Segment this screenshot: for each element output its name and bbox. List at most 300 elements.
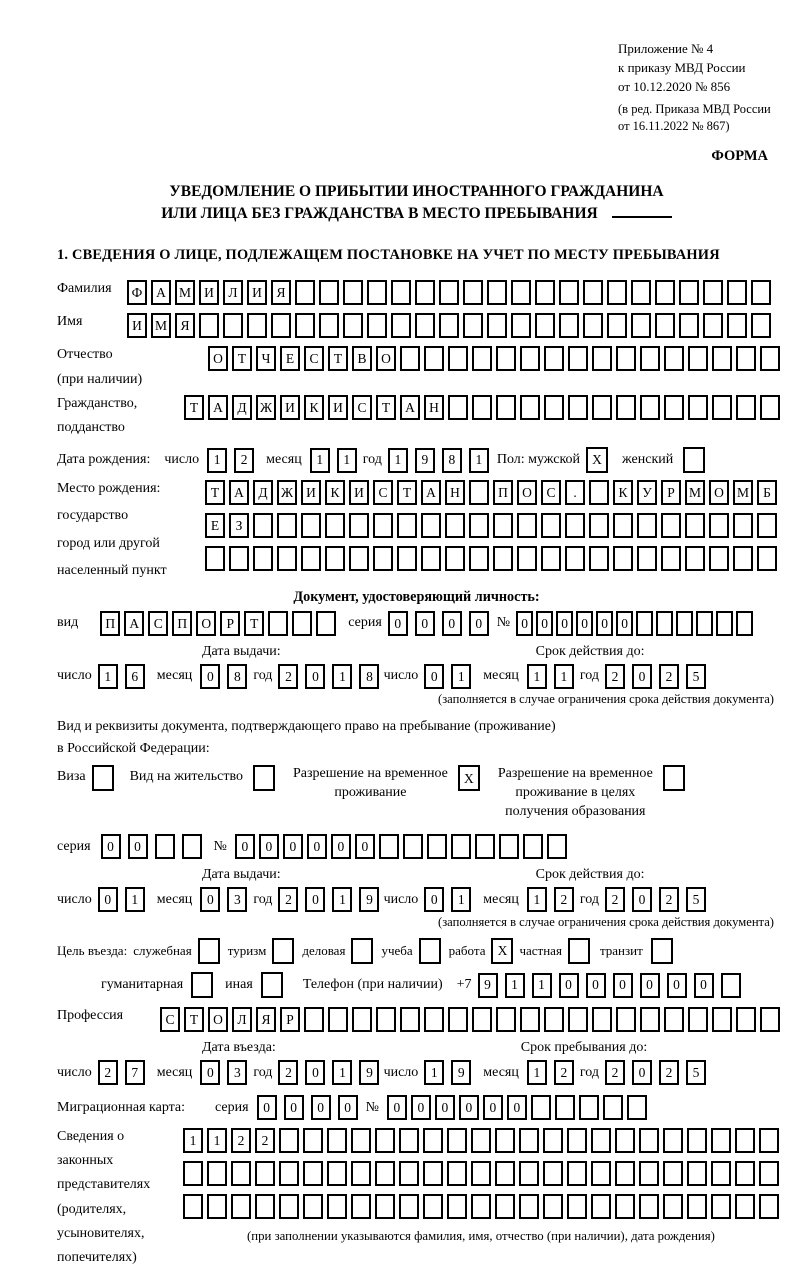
char-cell: 0 — [128, 834, 148, 859]
citizenship-cells — [184, 395, 780, 420]
representatives-row3 — [183, 1194, 779, 1219]
char-cell: Р — [661, 480, 681, 505]
char-cell — [191, 972, 213, 998]
char-cell: 2 — [554, 1060, 574, 1085]
char-cell: Я — [271, 280, 291, 305]
char-cell: 0 — [355, 834, 375, 859]
char-cell — [757, 513, 777, 538]
char-cell — [351, 1128, 371, 1153]
char-cell — [736, 395, 756, 420]
char-cell: Р — [220, 611, 240, 636]
char-cell — [373, 513, 393, 538]
char-cell: 7 — [125, 1060, 145, 1085]
form-label: ФОРМА — [711, 147, 768, 164]
char-cell — [592, 346, 612, 371]
entry-month-cells — [200, 1060, 247, 1085]
char-cell: И — [247, 280, 267, 305]
char-cell: 0 — [305, 1060, 325, 1085]
char-cell — [391, 313, 411, 338]
char-cell — [349, 546, 369, 571]
char-cell: 1 — [310, 448, 330, 473]
char-cell — [92, 765, 114, 791]
char-cell — [463, 280, 483, 305]
purpose-option-label: гуманитарная — [101, 977, 184, 993]
given-name-cells — [127, 313, 771, 338]
char-cell — [493, 546, 513, 571]
migration-number-cells — [387, 1095, 647, 1120]
char-cell — [711, 1161, 731, 1186]
char-cell: 0 — [556, 611, 573, 636]
patronymic-cells — [208, 346, 780, 371]
stay-until-group — [384, 1060, 706, 1085]
entry-day-cells — [98, 1060, 145, 1085]
char-cell — [351, 938, 373, 964]
char-cell — [591, 1194, 611, 1219]
char-cell: 0 — [586, 973, 606, 998]
doc-series-cells — [388, 611, 489, 636]
char-cell — [703, 280, 723, 305]
char-cell — [496, 1007, 516, 1032]
char-cell: 1 — [451, 887, 471, 912]
char-cell — [472, 395, 492, 420]
patronymic-label: Отчество (при наличии) — [57, 347, 143, 387]
char-cell — [579, 1095, 599, 1120]
char-cell — [589, 546, 609, 571]
char-cell — [688, 346, 708, 371]
purpose-option-label: транзит — [599, 943, 643, 959]
purpose-official-checkbox — [198, 938, 220, 964]
char-cell — [541, 546, 561, 571]
char-cell — [727, 313, 747, 338]
char-cell: 0 — [640, 973, 660, 998]
doc-series-label: серия — [348, 615, 382, 631]
char-cell — [303, 1161, 323, 1186]
char-cell — [198, 938, 220, 964]
char-cell: К — [613, 480, 633, 505]
char-cell — [568, 395, 588, 420]
purpose-option-label: учеба — [381, 943, 413, 959]
char-cell — [663, 765, 685, 791]
char-cell — [716, 611, 733, 636]
char-cell — [253, 513, 273, 538]
stay-series-label: серия — [57, 838, 91, 854]
char-cell — [328, 1007, 348, 1032]
entry-date-headings — [57, 1040, 776, 1056]
char-cell: 8 — [227, 664, 247, 689]
valid-month-cells — [527, 664, 574, 689]
char-cell — [568, 346, 588, 371]
char-cell: С — [304, 346, 324, 371]
valid-year-cells — [605, 664, 706, 689]
char-cell: А — [124, 611, 144, 636]
title-blank-underline — [612, 203, 672, 218]
char-cell — [352, 1007, 372, 1032]
char-cell: 1 — [332, 664, 352, 689]
stay-until-heading: Срок пребывания до: — [520, 1040, 648, 1056]
char-cell: О — [376, 346, 396, 371]
char-cell: А — [421, 480, 441, 505]
char-cell — [499, 834, 519, 859]
temp-residence-edu-checkbox — [663, 765, 685, 791]
identity-validity-note: (заполняется в случае ограничения срока действия документа) — [438, 691, 774, 706]
char-cell — [223, 313, 243, 338]
char-cell — [327, 1128, 347, 1153]
char-cell: 0 — [516, 611, 533, 636]
char-cell: А — [400, 395, 420, 420]
char-cell — [421, 546, 441, 571]
stay-until-month-label: месяц — [483, 1064, 519, 1080]
char-cell: Т — [328, 346, 348, 371]
char-cell — [543, 1128, 563, 1153]
char-cell — [205, 546, 225, 571]
char-cell — [640, 1007, 660, 1032]
stay-until-year-label: год — [579, 1064, 599, 1080]
char-cell: И — [301, 480, 321, 505]
stay-issue-day-label: число — [57, 891, 92, 907]
char-cell — [656, 611, 673, 636]
char-cell — [615, 1194, 635, 1219]
char-cell: 2 — [659, 1060, 679, 1085]
char-cell — [327, 1161, 347, 1186]
char-cell: 0 — [200, 664, 220, 689]
stay-valid-day-label: число — [383, 891, 419, 907]
char-cell — [603, 1095, 623, 1120]
birth-place-row2 — [205, 513, 777, 538]
stay-issue-heading: Дата выдачи: — [202, 867, 281, 883]
char-cell: 0 — [311, 1095, 331, 1120]
char-cell — [733, 546, 753, 571]
char-cell — [640, 395, 660, 420]
char-cell: Я — [256, 1007, 276, 1032]
given-name-row — [57, 313, 776, 338]
stay-valid-day-cells — [424, 887, 471, 912]
char-cell — [231, 1194, 251, 1219]
char-cell: 0 — [284, 1095, 304, 1120]
sex-male-checkbox — [586, 447, 608, 473]
appendix-line: Приложение № 4 — [618, 41, 714, 56]
char-cell — [517, 513, 537, 538]
char-cell — [688, 395, 708, 420]
profession-cells — [160, 1007, 780, 1032]
char-cell — [469, 513, 489, 538]
char-cell — [463, 313, 483, 338]
issue-day-label: число — [57, 668, 92, 684]
char-cell — [544, 395, 564, 420]
char-cell: 2 — [659, 664, 679, 689]
edition-line: от 16.11.2022 № 867) — [618, 119, 730, 134]
char-cell — [487, 280, 507, 305]
valid-day-cells — [424, 664, 471, 689]
representatives-row — [57, 1128, 776, 1267]
char-cell — [397, 513, 417, 538]
phone-label: Телефон (при наличии) — [302, 977, 443, 993]
char-cell: 5 — [686, 887, 706, 912]
char-cell: 1 — [183, 1128, 203, 1153]
char-cell — [520, 346, 540, 371]
char-cell: Е — [280, 346, 300, 371]
char-cell: 2 — [659, 887, 679, 912]
birth-date-row — [57, 447, 776, 473]
char-cell: С — [541, 480, 561, 505]
char-cell — [631, 280, 651, 305]
char-cell: Т — [184, 395, 204, 420]
char-cell — [447, 1194, 467, 1219]
identity-doc-heading: Документ, удостоверяющий личность: — [293, 588, 540, 605]
char-cell — [272, 938, 294, 964]
char-cell: Ж — [256, 395, 276, 420]
char-cell — [472, 1007, 492, 1032]
char-cell — [472, 346, 492, 371]
char-cell — [399, 1128, 419, 1153]
char-cell — [735, 1128, 755, 1153]
char-cell — [711, 1128, 731, 1153]
appendix-block — [618, 40, 776, 136]
char-cell — [616, 346, 636, 371]
char-cell: П — [493, 480, 513, 505]
birth-place-row1 — [205, 480, 777, 505]
char-cell — [319, 313, 339, 338]
purpose-business-checkbox — [351, 938, 373, 964]
char-cell — [663, 1128, 683, 1153]
char-cell: 0 — [200, 887, 220, 912]
doc-number-label: № — [496, 615, 511, 631]
char-cell: 0 — [483, 1095, 503, 1120]
appendix-line: к приказу МВД России — [618, 59, 746, 75]
char-cell — [592, 1007, 612, 1032]
char-cell — [583, 280, 603, 305]
purpose-tourism-checkbox — [272, 938, 294, 964]
birth-year-cells — [388, 448, 489, 473]
valid-year-label: год — [579, 668, 599, 684]
char-cell — [676, 611, 693, 636]
residence-permit-label: Вид на жительство — [129, 769, 243, 785]
char-cell — [736, 1007, 756, 1032]
char-cell: В — [352, 346, 372, 371]
char-cell — [325, 546, 345, 571]
char-cell — [327, 1194, 347, 1219]
char-cell: 0 — [616, 611, 633, 636]
char-cell: 0 — [307, 834, 327, 859]
char-cell: 0 — [576, 611, 593, 636]
char-cell — [583, 313, 603, 338]
char-cell — [555, 1095, 575, 1120]
char-cell — [292, 611, 312, 636]
char-cell — [721, 973, 741, 998]
char-cell: Н — [445, 480, 465, 505]
char-cell: М — [685, 480, 705, 505]
char-cell — [711, 1194, 731, 1219]
birth-month-cells — [310, 448, 357, 473]
char-cell: 0 — [667, 973, 687, 998]
stay-until-year-cells — [605, 1060, 706, 1085]
char-cell: 9 — [359, 887, 379, 912]
char-cell — [400, 346, 420, 371]
char-cell — [688, 1007, 708, 1032]
char-cell: А — [229, 480, 249, 505]
char-cell: О — [196, 611, 216, 636]
char-cell — [696, 611, 713, 636]
char-cell — [685, 513, 705, 538]
char-cell: Ф — [127, 280, 147, 305]
char-cell — [631, 313, 651, 338]
stay-valid-year-label: год — [579, 891, 599, 907]
char-cell: П — [172, 611, 192, 636]
char-cell: 1 — [451, 664, 471, 689]
char-cell: М — [175, 280, 195, 305]
stay-number-label: № — [213, 838, 227, 854]
char-cell — [391, 280, 411, 305]
purpose-work-checkbox — [491, 938, 513, 964]
char-cell: 0 — [338, 1095, 358, 1120]
char-cell — [471, 1194, 491, 1219]
char-cell: Д — [232, 395, 252, 420]
temp-residence-checkbox — [458, 765, 480, 791]
char-cell — [415, 280, 435, 305]
char-cell — [615, 1161, 635, 1186]
char-cell: 0 — [694, 973, 714, 998]
char-cell: 2 — [278, 1060, 298, 1085]
stay-issue-year-cells — [278, 887, 379, 912]
char-cell: И — [199, 280, 219, 305]
char-cell — [520, 395, 540, 420]
char-cell — [523, 834, 543, 859]
char-cell — [616, 1007, 636, 1032]
doc-kind-label: вид — [57, 615, 79, 631]
phone-cells — [478, 973, 741, 998]
char-cell — [544, 346, 564, 371]
form-title-line1: УВЕДОМЛЕНИЕ О ПРИБЫТИИ ИНОСТРАННОГО ГРАЖДАНИНА — [169, 182, 664, 200]
char-cell — [399, 1194, 419, 1219]
char-cell — [760, 395, 780, 420]
char-cell: 1 — [207, 1128, 227, 1153]
char-cell: 0 — [424, 664, 444, 689]
char-cell: О — [517, 480, 537, 505]
char-cell — [547, 834, 567, 859]
char-cell — [231, 1161, 251, 1186]
char-cell — [277, 546, 297, 571]
char-cell — [511, 280, 531, 305]
char-cell: 3 — [227, 1060, 247, 1085]
surname-row — [57, 280, 776, 305]
char-cell — [757, 546, 777, 571]
char-cell — [519, 1194, 539, 1219]
char-cell: С — [160, 1007, 180, 1032]
char-cell — [709, 513, 729, 538]
char-cell — [207, 1161, 227, 1186]
char-cell — [423, 1128, 443, 1153]
char-cell: 0 — [415, 611, 435, 636]
char-cell: Ж — [277, 480, 297, 505]
char-cell — [447, 1161, 467, 1186]
purpose-label: Цель въезда: — [57, 943, 128, 959]
char-cell — [415, 313, 435, 338]
char-cell: 1 — [527, 887, 547, 912]
char-cell — [712, 346, 732, 371]
identity-valid-group — [384, 664, 706, 689]
stay-number-cells — [235, 834, 567, 859]
char-cell: З — [229, 513, 249, 538]
given-name-label: Имя — [57, 314, 83, 330]
char-cell — [759, 1194, 779, 1219]
char-cell — [271, 313, 291, 338]
birth-date-label: Дата рождения: — [57, 452, 151, 468]
char-cell — [589, 480, 609, 505]
char-cell — [712, 395, 732, 420]
char-cell — [589, 513, 609, 538]
char-cell — [229, 546, 249, 571]
char-cell: О — [208, 1007, 228, 1032]
char-cell: 2 — [554, 887, 574, 912]
entry-year-label: год — [253, 1064, 273, 1080]
char-cell — [568, 938, 590, 964]
entry-date-heading: Дата въезда: — [202, 1040, 276, 1056]
stay-issue-day-cells — [98, 887, 145, 912]
sex-female-label: женский — [622, 452, 674, 468]
char-cell — [351, 1161, 371, 1186]
migration-series-cells — [257, 1095, 358, 1120]
profession-label: Профессия — [57, 1008, 124, 1024]
char-cell: Т — [184, 1007, 204, 1032]
citizenship-row — [57, 395, 776, 437]
char-cell — [495, 1194, 515, 1219]
char-cell — [325, 513, 345, 538]
char-cell: 9 — [359, 1060, 379, 1085]
temp-residence-edu-label: Разрешение на временное проживание в целях получения образования — [497, 766, 653, 820]
char-cell — [496, 346, 516, 371]
char-cell: Ч — [256, 346, 276, 371]
char-cell — [535, 313, 555, 338]
char-cell — [400, 1007, 420, 1032]
char-cell — [268, 611, 288, 636]
char-cell — [247, 313, 267, 338]
stay-valid-month-label: месяц — [483, 891, 519, 907]
stay-valid-year-cells — [605, 887, 706, 912]
char-cell — [664, 346, 684, 371]
char-cell — [568, 1007, 588, 1032]
char-cell — [639, 1161, 659, 1186]
phone-prefix: +7 — [456, 977, 472, 993]
char-cell — [397, 546, 417, 571]
char-cell: Б — [757, 480, 777, 505]
char-cell: 0 — [435, 1095, 455, 1120]
char-cell — [613, 513, 633, 538]
char-cell: . — [565, 480, 585, 505]
char-cell — [469, 480, 489, 505]
temp-residence-label: Разрешение на временное проживание — [292, 766, 448, 801]
char-cell — [471, 1128, 491, 1153]
char-cell — [655, 313, 675, 338]
char-cell — [751, 280, 771, 305]
char-cell — [421, 513, 441, 538]
char-cell — [487, 313, 507, 338]
char-cell — [759, 1128, 779, 1153]
purpose-humanitarian-checkbox — [191, 972, 213, 998]
char-cell: 0 — [559, 973, 579, 998]
valid-until-heading: Срок действия до: — [535, 643, 645, 659]
char-cell: 0 — [596, 611, 613, 636]
char-cell: О — [208, 346, 228, 371]
sex-label: Пол: мужской — [496, 452, 581, 468]
char-cell — [423, 1194, 443, 1219]
char-cell — [541, 513, 561, 538]
char-cell: 0 — [283, 834, 303, 859]
migration-series-label: серия — [215, 1099, 249, 1115]
char-cell: 0 — [331, 834, 351, 859]
issue-month-cells — [200, 664, 247, 689]
char-cell — [703, 313, 723, 338]
char-cell — [448, 395, 468, 420]
char-cell — [683, 447, 705, 473]
